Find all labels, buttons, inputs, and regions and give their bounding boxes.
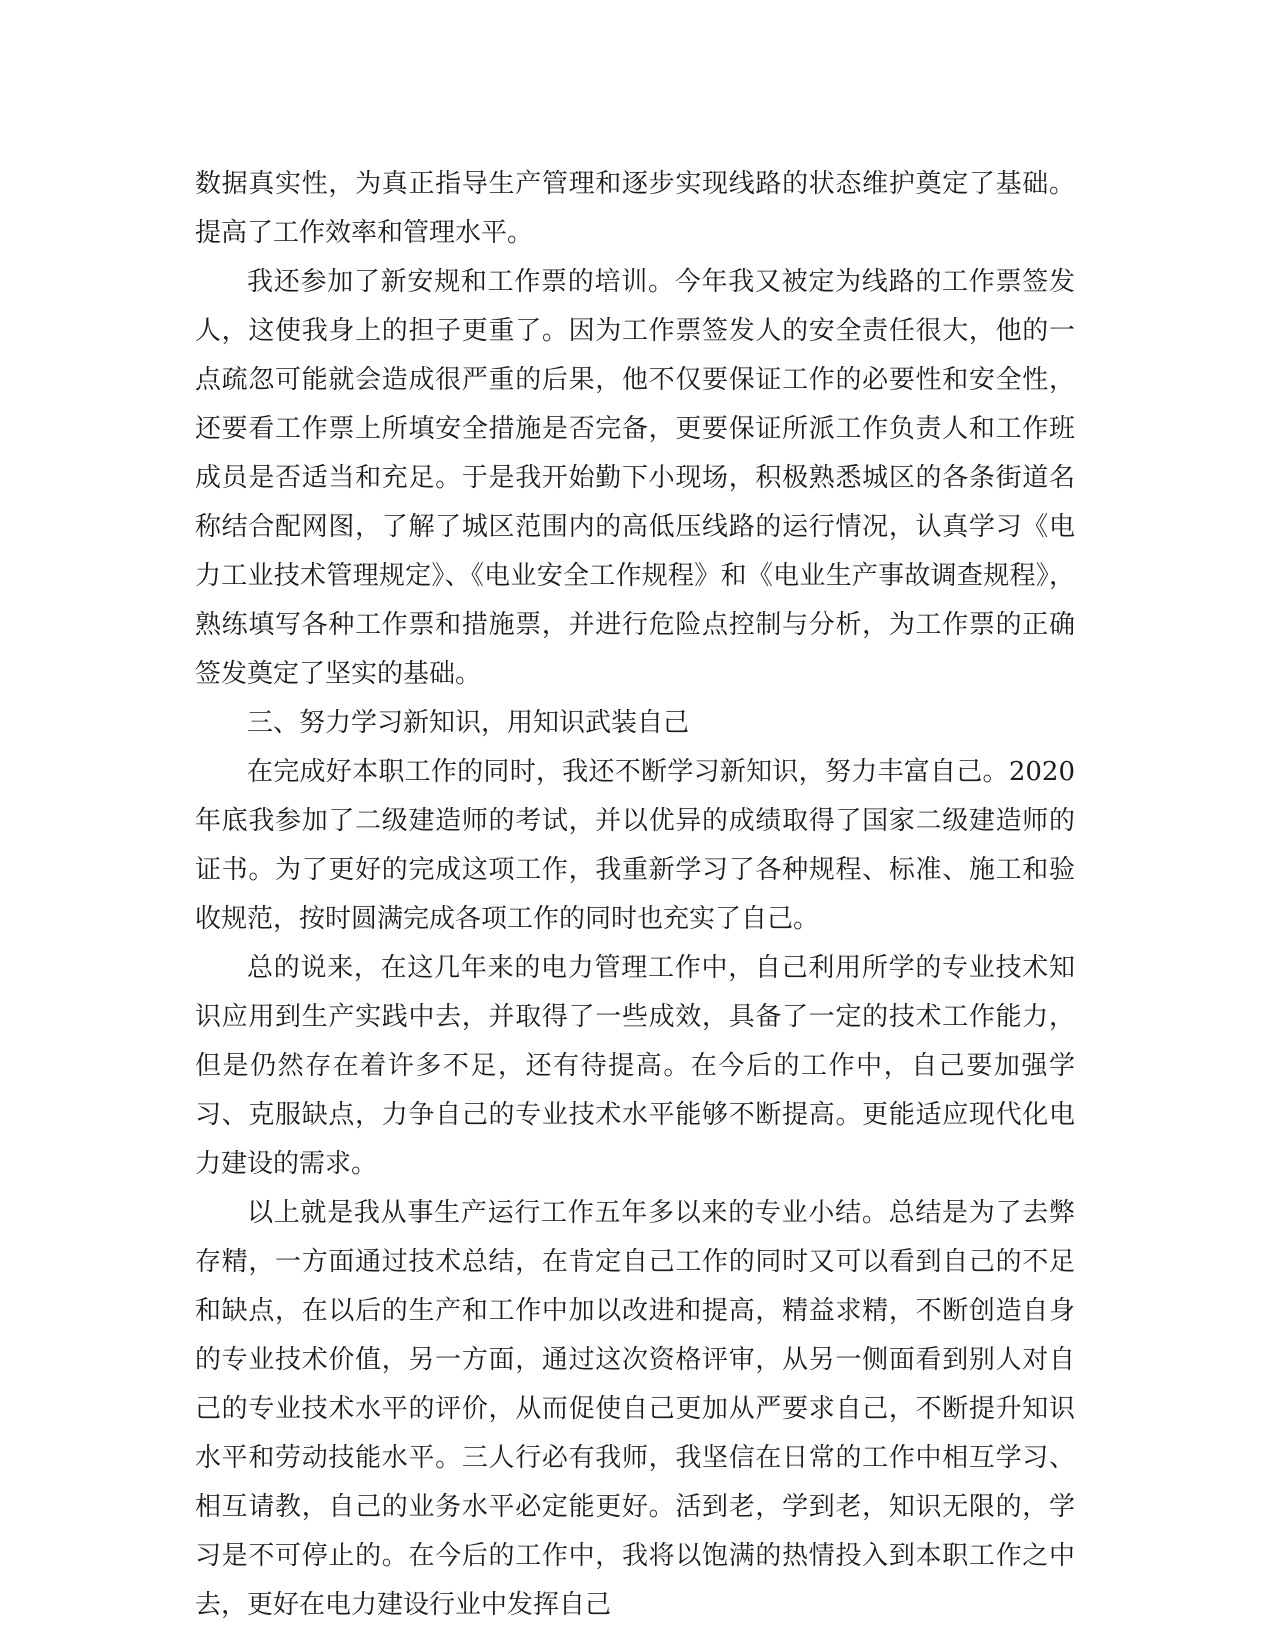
paragraph-work-ticket-training: 我还参加了新安规和工作票的培训。今年我又被定为线路的工作票签发人，这使我身上的担子更重了。因为工作票签发人的安全责任很大，他的一点疏忽可能就会造成很严重的后果，他不仅要保证工作的必要性和安全性，还要看工作票上所填安全措施是否完备，更要保证所派工作负责人和工作班成员是否适当和充足。于是我开始勤下小现场，积极熟悉城区的各条街道名称结合配网图，了解了城区范围内的高低压线路的运行情况，认真学习《电力工业技术管理规定》、《电业安全工作规程》和《电业生产事故调查规程》，熟练填写各种工作票和措施票，并进行危险点控制与分析，为工作票的正确签发奠定了坚实的基础。	[195, 267, 1075, 689]
document-body	[195, 160, 1075, 1630]
paragraph-new-knowledge: 在完成好本职工作的同时，我还不断学习新知识，努力丰富自己。2020年底我参加了二级建造师的考试，并以优异的成绩取得了国家二级建造师的证书。为了更好的完成这项工作，我重新学习了各种规程、标准、施工和验收规范，按时圆满完成各项工作的同时也充实了自己。	[195, 757, 1075, 934]
section-heading-study: 三、努力学习新知识，用知识武装自己	[247, 708, 690, 738]
paragraph-summary-overall: 总的说来，在这几年来的电力管理工作中，自己利用所学的专业技术知识应用到生产实践中去，并取得了一些成效，具备了一定的技术工作能力，但是仍然存在着许多不足，还有待提高。在今后的工作中，自己要加强学习、克服缺点，力争自己的专业技术水平能够不断提高。更能适应现代化电力建设的需求。	[195, 953, 1075, 1179]
paragraph-conclusion: 以上就是我从事生产运行工作五年多以来的专业小结。总结是为了去弊存精，一方面通过技术总结，在肯定自己工作的同时又可以看到自己的不足和缺点，在以后的生产和工作中加以改进和提高，精益求精，不断创造自身的专业技术价值，另一方面，通过这次资格评审，从另一侧面看到别人对自己的专业技术水平的评价，从而促使自己更加从严要求自己，不断提升知识水平和劳动技能水平。三人行必有我师，我坚信在日常的工作中相互学习、相互请教，自己的业务水平必定能更好。活到老，学到老，知识无限的，学习是不可停止的。在今后的工作中，我将以饱满的热情投入到本职工作之中去，更好在电力建设行业中发挥自己	[195, 1198, 1075, 1620]
paragraph-data-authenticity: 数据真实性，为真正指导生产管理和逐步实现线路的状态维护奠定了基础。提高了工作效率和管理水平。	[195, 169, 1075, 248]
